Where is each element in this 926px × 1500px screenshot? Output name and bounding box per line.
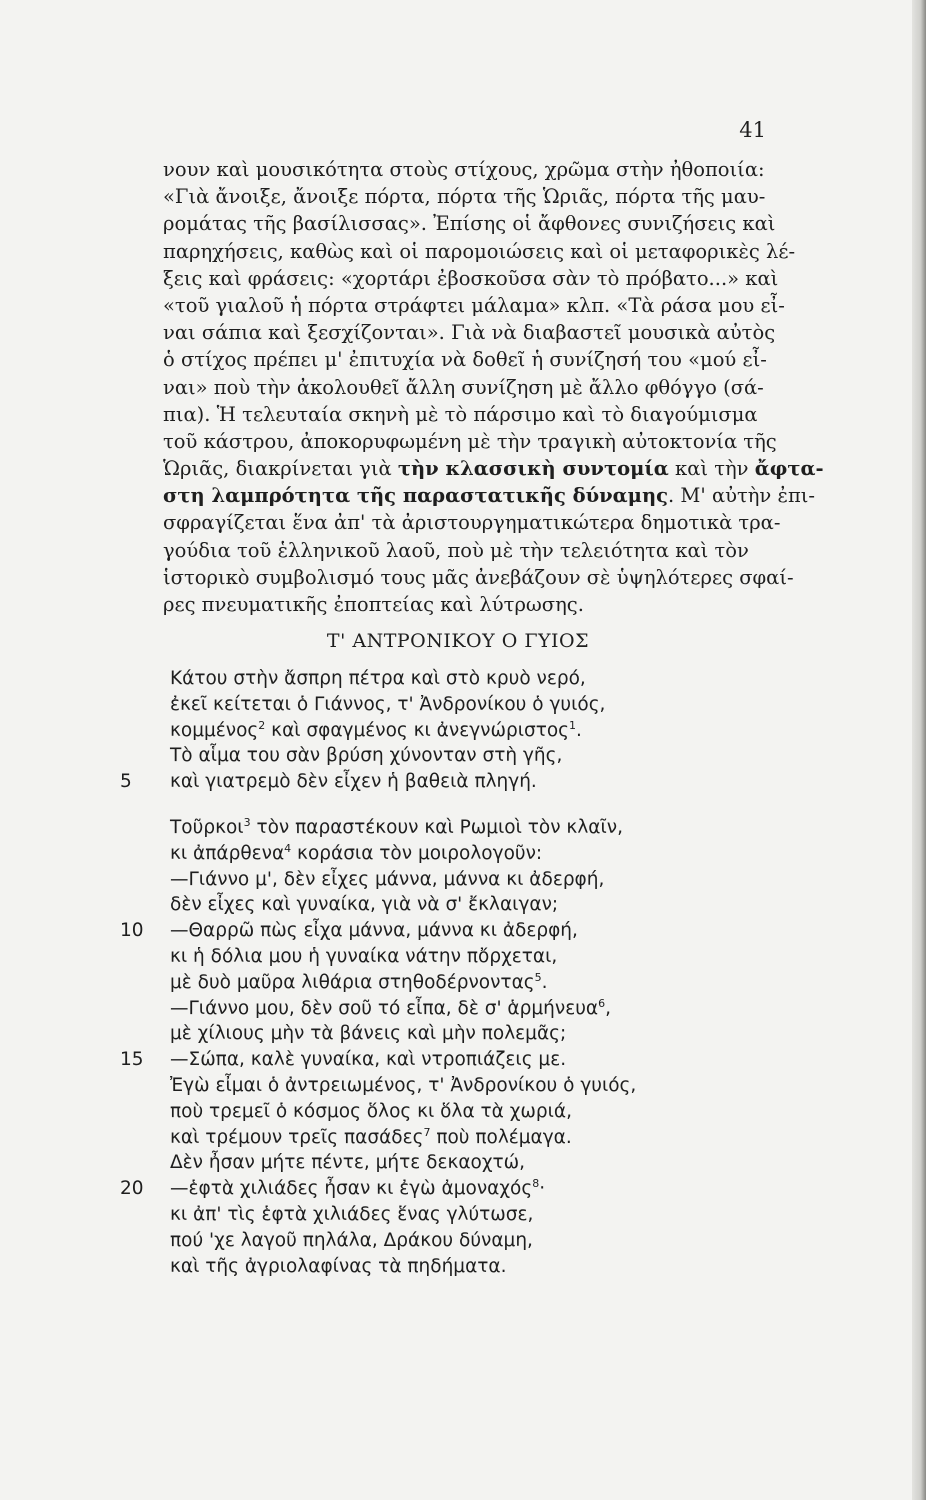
verse-segment: κομμένος	[170, 719, 259, 741]
poem-line	[120, 817, 720, 843]
verse-segment: πού 'χε λαγοῦ πηλάλα, Δράκου δύναμη,	[170, 1229, 533, 1251]
verse-text	[170, 1075, 636, 1096]
verse-segment: Ἐγὼ εἶμαι ὁ ἀντρειωμένος, τ' Ἀνδρονίκου ὁ γυιός,	[170, 1074, 637, 1096]
verse-text	[170, 946, 557, 967]
poem-title: Τ' ΑΝΤΡΟΝΙΚΟΥ Ο ΓΥΙΟΣ	[326, 630, 590, 652]
footnote-marker: 8	[532, 1176, 540, 1190]
verse-segment: κοράσια τὸν μοιρολογοῦν:	[291, 842, 543, 864]
poem-line	[120, 745, 720, 771]
prose-line	[163, 591, 753, 618]
verse-text	[170, 1256, 506, 1277]
poem	[120, 668, 720, 1281]
line-number: 15	[120, 1049, 144, 1071]
page-edge	[912, 0, 926, 1500]
verse-segment: μὲ χίλιους μὴν τὰ βάνεις καὶ μὴν πολεμᾶς;	[170, 1023, 567, 1045]
prose-line	[163, 455, 824, 482]
verse-text	[170, 1230, 533, 1251]
verse-segment: μὲ δυὸ μαῦρα λιθάρια στηθοδέρνοντας	[170, 971, 535, 993]
prose-line	[163, 210, 776, 237]
poem-line	[120, 1178, 720, 1204]
text-segment: γούδια τοῦ ἑλληνικοῦ λαοῦ, ποὺ μὲ τὴν τελειότητα καὶ τὸν	[163, 538, 749, 562]
poem-line	[120, 946, 720, 972]
footnote-marker: 1	[569, 718, 577, 732]
poem-line	[120, 869, 720, 895]
poem-line	[120, 694, 720, 720]
verse-segment: .	[541, 971, 548, 993]
prose-line	[163, 265, 779, 292]
text-segment: «Γιὰ ἄνοιξε, ἄνοιξε πόρτα, πόρτα τῆς Ὡριᾶς, πόρτα τῆς μαυ-	[163, 185, 766, 209]
prose-line	[163, 482, 815, 509]
verse-text	[170, 1023, 566, 1044]
footnote-marker: 4	[284, 841, 292, 855]
text-segment: ὁ στίχος πρέπει μ' ἐπιτυχία νὰ δοθεῖ ἡ συνίζησή του «μού εἶ-	[163, 348, 767, 372]
verse-segment: —Σώπα, καλὲ γυναίκα, καὶ ντροπιάζεις με.	[170, 1049, 567, 1071]
text-segment: ναι σάπια καὶ ξεσχίζονται». Γιὰ νὰ διαβαστεῖ μουσικὰ αὐτὸς	[163, 321, 776, 345]
verse-text	[170, 694, 605, 715]
footnote-marker: 2	[258, 718, 266, 732]
verse-segment: καὶ γιατρεμὸ δὲν εἶχεν ἡ βαθειὰ πληγή.	[170, 771, 537, 793]
poem-line	[120, 1256, 720, 1282]
text-segment: ρομάτας τῆς βασίλισσας». Ἐπίσης οἱ ἄφθονες συνιζήσεις καὶ	[163, 212, 776, 236]
poem-line	[120, 843, 720, 869]
text-segment: ἱστορικὸ συμβολισμό τους μᾶς ἀνεβάζουν σὲ ὑψηλότερες σφαί-	[163, 565, 794, 589]
verse-segment: ἐκεῖ κείτεται ὁ Γιάννος, τ' Ἀνδρονίκου ὁ γυιός,	[170, 693, 606, 715]
prose-paragraph	[163, 156, 824, 618]
poem-line	[120, 771, 720, 797]
verse-text	[170, 1101, 572, 1122]
verse-segment: καὶ τρέμουν τρεῖς πασάδες	[170, 1126, 424, 1148]
verse-text	[170, 771, 537, 792]
bold-phrase: στη λαμπρότητα τῆς παραστατικῆς δύναμης	[163, 484, 669, 508]
verse-segment: —Θαρρῶ πὼς εἶχα μάννα, μάννα κι ἀδερφή,	[170, 920, 578, 942]
verse-segment: κι ἀπ' τὶς ἑφτὰ χιλιάδες ἕνας γλύτωσε,	[170, 1203, 534, 1225]
verse-segment: Τὸ αἷμα του σὰν βρύση χύνονταν στὴ γῆς,	[170, 745, 563, 767]
poem-line	[120, 720, 720, 746]
verse-text	[170, 869, 604, 890]
prose-line	[163, 156, 765, 183]
prose-line	[163, 428, 777, 455]
bold-phrase: ἄφτα-	[754, 457, 824, 481]
text-segment: ναι» ποὺ τὴν ἀκολουθεῖ ἄλλη συνίζηση μὲ ἄλλο φθόγγο (σά-	[163, 375, 764, 399]
line-number: 5	[120, 771, 132, 793]
verse-segment: κι ἀπάρθενα	[170, 842, 285, 864]
verse-text	[170, 745, 562, 766]
verse-text	[170, 843, 542, 864]
text-segment: Ὡριᾶς, διακρίνεται γιὰ	[163, 457, 398, 481]
footnote-marker: 7	[423, 1125, 431, 1139]
poem-line	[120, 1230, 720, 1256]
verse-text	[170, 817, 623, 838]
verse-segment: ποὺ πολέμαγα.	[430, 1126, 572, 1148]
footnote-marker: 5	[534, 970, 542, 984]
line-number: 10	[120, 920, 144, 942]
prose-line	[163, 183, 766, 210]
poem-line	[120, 998, 720, 1024]
verse-segment: ποὺ τρεμεῖ ὁ κόσμος ὅλος κι ὅλα τὰ χωριά,	[170, 1100, 572, 1122]
verse-text	[170, 894, 558, 915]
verse-text	[170, 1204, 533, 1225]
verse-segment: κι ἡ δόλια μου ἡ γυναίκα νάτην πὄρχεται,	[170, 945, 558, 967]
text-segment: παρηχήσεις, καθὼς καὶ οἱ παρομοιώσεις καὶ οἱ μεταφορικὲς λέ-	[163, 239, 796, 263]
verse-text	[170, 920, 578, 941]
text-segment: νουν καὶ μουσικότητα στοὺς στίχους, χρῶμα στὴν ἠθοποιία:	[163, 158, 765, 181]
line-number: 20	[120, 1178, 144, 1200]
prose-line	[163, 537, 753, 564]
poem-line	[120, 1101, 720, 1127]
prose-line	[163, 564, 794, 591]
prose-line	[163, 238, 796, 265]
text-segment: τοῦ κάστρου, ἀποκορυφωμένη μὲ τὴν τραγικὴ αὐτοκτονία τῆς	[163, 429, 777, 453]
verse-segment: Δὲν ἦσαν μήτε πέντε, μήτε δεκαοχτώ,	[170, 1152, 526, 1174]
prose-line	[163, 319, 776, 346]
text-segment: ρες πνευματικῆς ἐποπτείας καὶ λύτρωσης.	[163, 593, 584, 616]
verse-segment: δὲν εἶχες καὶ γυναίκα, γιὰ νὰ σ' ἔκλαιγαν;	[170, 894, 559, 916]
text-segment: σφραγίζεται ἕνα ἀπ' τὰ ἀριστουργηματικώτερα δημοτικὰ τρα-	[163, 511, 781, 535]
poem-line	[120, 1075, 720, 1101]
verse-segment: Τοῦρκοι	[170, 816, 244, 838]
poem-line	[120, 972, 720, 998]
verse-segment: —Γιάννο μ', δὲν εἶχες μάννα, μάννα κι ἀδερφή,	[170, 868, 605, 890]
prose-line	[163, 374, 764, 401]
verse-text	[170, 998, 611, 1019]
poem-line	[120, 668, 720, 694]
verse-text	[170, 720, 582, 741]
footnote-marker: 3	[243, 815, 251, 829]
text-segment: καὶ τὴν	[668, 457, 755, 481]
poem-line	[120, 1152, 720, 1178]
text-segment: . Μ' αὐτὴν ἐπι-	[668, 484, 815, 508]
verse-text	[170, 1178, 545, 1199]
poem-line	[120, 1049, 720, 1075]
verse-segment: .	[576, 719, 582, 741]
footnote-marker: 6	[598, 996, 606, 1010]
poem-line	[120, 920, 720, 946]
poem-line	[120, 894, 720, 920]
prose-line	[163, 401, 758, 428]
verse-segment: Κάτου στὴν ἄσπρη πέτρα καὶ στὸ κρυὸ νερό,	[170, 668, 586, 689]
bold-phrase: τὴν κλασσικὴ συντομία	[397, 457, 669, 481]
verse-segment: καὶ σφαγμένος κι ἀνεγνώριστος	[265, 719, 570, 741]
text-segment: «τοῦ γιαλοῦ ἡ πόρτα στράφτει μάλαμα» κλπ. «Τὰ ράσα μου εἶ-	[163, 293, 785, 317]
verse-segment: τὸν παραστέκουν καὶ Ρωμιοὶ τὸν κλαῖν,	[250, 816, 623, 838]
verse-text	[170, 1049, 566, 1070]
verse-text	[170, 972, 548, 993]
verse-segment: ,	[605, 997, 611, 1019]
verse-segment: καὶ τῆς ἀγριολαφίνας τὰ πηδήματα.	[170, 1255, 507, 1277]
prose-line	[163, 346, 767, 373]
prose-line	[163, 292, 785, 319]
text-segment: πια). Ἡ τελευταία σκηνὴ μὲ τὸ πάρσιμο καὶ τὸ διαγούμισμα	[163, 402, 758, 426]
page-number: 41	[739, 118, 766, 142]
verse-segment: ·	[539, 1178, 546, 1200]
text-segment: ξεις καὶ φράσεις: «χορτάρι ἐβοσκοῦσα σὰν τὸ πρόβατο...» καὶ	[163, 266, 779, 290]
verse-segment: —ἑφτὰ χιλιάδες ἦσαν κι ἐγὼ ἀμοναχός	[170, 1178, 533, 1200]
poem-line	[120, 1204, 720, 1230]
verse-text	[170, 1152, 525, 1173]
verse-segment: —Γιάννο μου, δὲν σοῦ τό εἶπα, δὲ σ' ἁρμήνευα	[170, 997, 599, 1019]
verse-text	[170, 1127, 572, 1148]
poem-line	[120, 1127, 720, 1153]
prose-line	[163, 509, 781, 536]
poem-line	[120, 1023, 720, 1049]
verse-text	[170, 668, 586, 689]
